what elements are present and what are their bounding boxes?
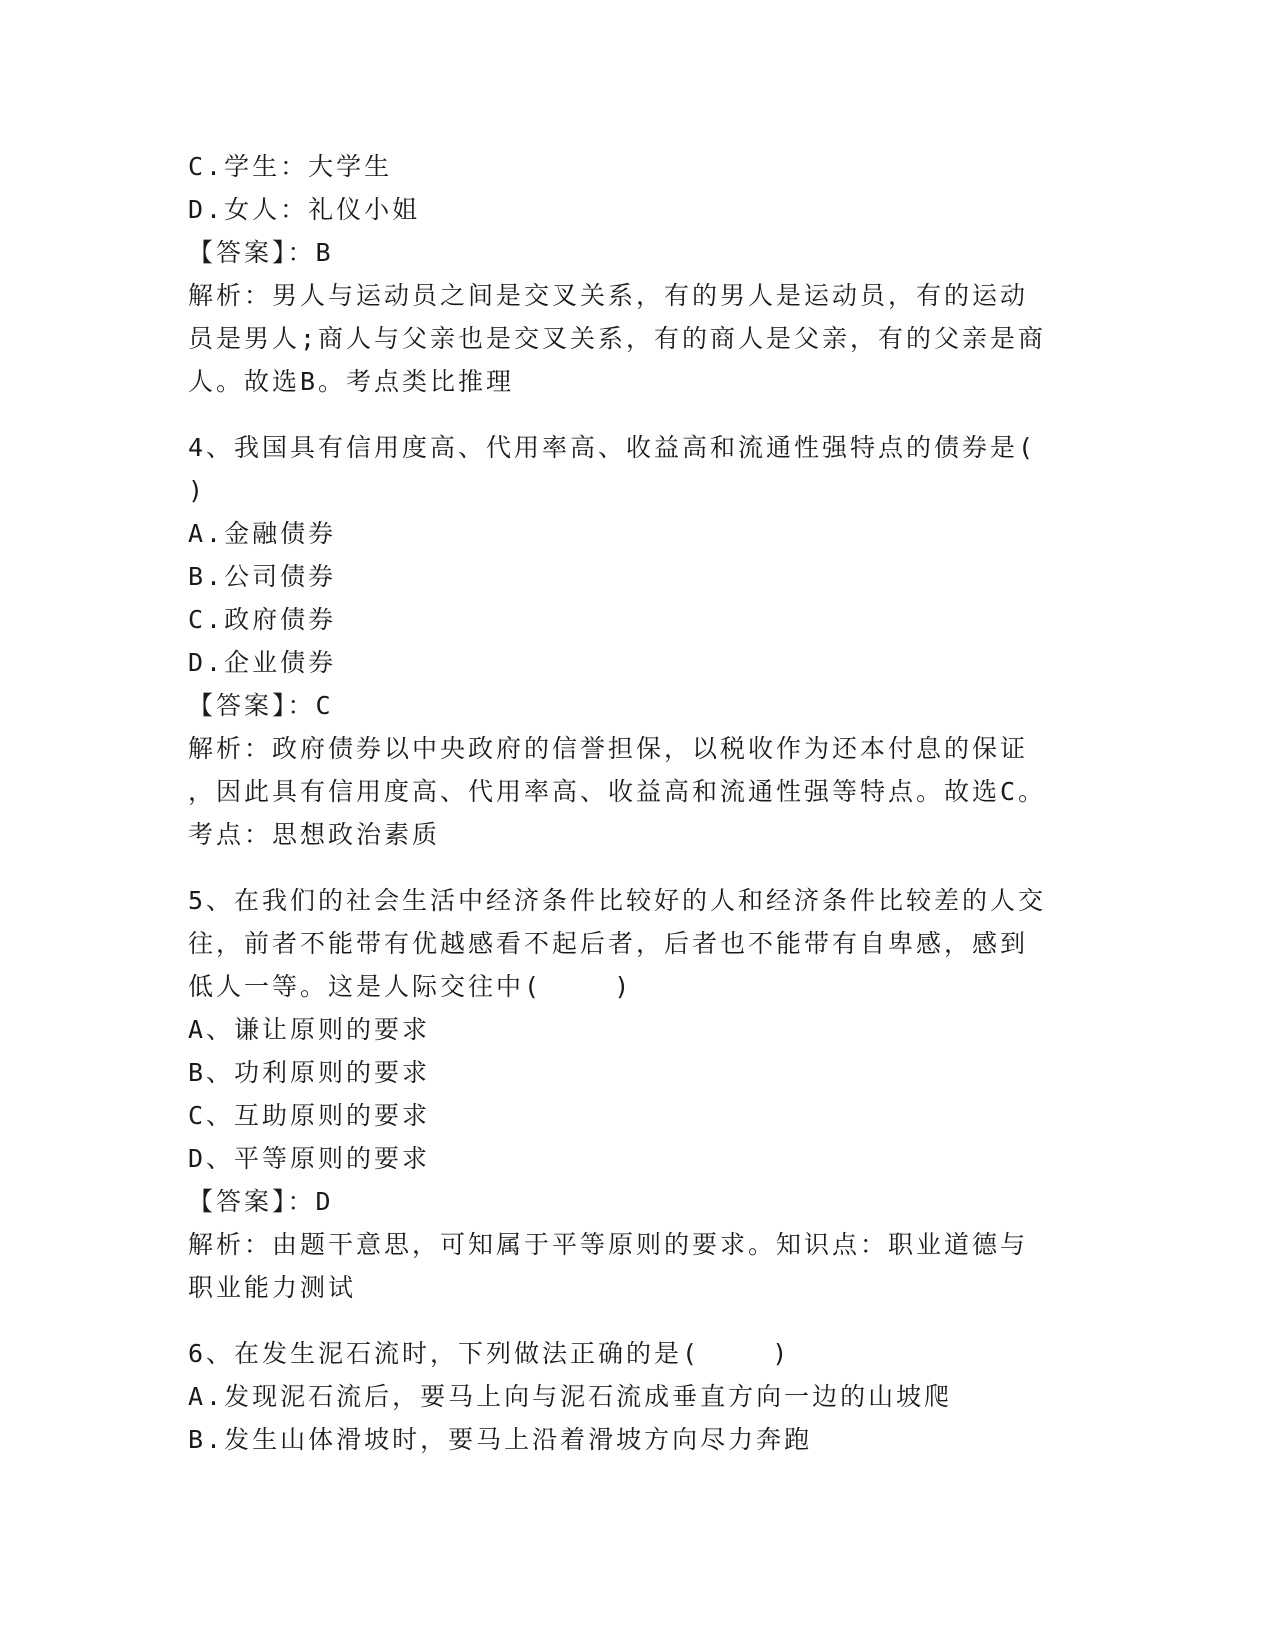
question-stem: 低人一等。这是人际交往中( ) bbox=[188, 972, 633, 1001]
question-stem: 5、在我们的社会生活中经济条件比较好的人和经济条件比较差的人交 bbox=[188, 886, 1047, 915]
question-6 bbox=[188, 1332, 1088, 1461]
analysis-line: 解析：男人与运动员之间是交叉关系，有的男人是运动员，有的运动 bbox=[188, 281, 1029, 310]
option-c: C.政府债券 bbox=[188, 605, 337, 634]
option-a: A.发现泥石流后，要马上向与泥石流成垂直方向一边的山坡爬 bbox=[188, 1382, 953, 1411]
answer-line: 【答案】：C bbox=[188, 691, 334, 720]
document-page bbox=[188, 145, 1088, 1461]
question-3-tail bbox=[188, 145, 1088, 403]
option-a: A.金融债券 bbox=[188, 519, 337, 548]
option-b: B.发生山体滑坡时，要马上沿着滑坡方向尽力奔跑 bbox=[188, 1425, 813, 1454]
analysis-line: 员是男人;商人与父亲也是交叉关系，有的商人是父亲，有的父亲是商 bbox=[188, 324, 1047, 353]
option-d: D.企业债券 bbox=[188, 648, 337, 677]
analysis-line: 职业能力测试 bbox=[188, 1273, 357, 1302]
analysis-line: ，因此具有信用度高、代用率高、收益高和流通性强等特点。故选C。 bbox=[188, 777, 1047, 806]
option-c: C、互助原则的要求 bbox=[188, 1101, 431, 1130]
analysis-line: 考点：思想政治素质 bbox=[188, 820, 441, 849]
option-c: C.学生：大学生 bbox=[188, 152, 393, 181]
analysis-line: 人。故选B。考点类比推理 bbox=[188, 367, 515, 396]
question-5 bbox=[188, 879, 1088, 1309]
option-d: D、平等原则的要求 bbox=[188, 1144, 431, 1173]
answer-line: 【答案】：D bbox=[188, 1187, 334, 1216]
question-stem: ) bbox=[188, 476, 207, 505]
option-b: B、功利原则的要求 bbox=[188, 1058, 431, 1087]
option-a: A、谦让原则的要求 bbox=[188, 1015, 431, 1044]
option-d: D.女人：礼仪小姐 bbox=[188, 195, 421, 224]
question-stem: 往，前者不能带有优越感看不起后者，后者也不能带有自卑感，感到 bbox=[188, 929, 1029, 958]
answer-line: 【答案】：B bbox=[188, 238, 334, 267]
analysis-line: 解析：政府债券以中央政府的信誉担保，以税收作为还本付息的保证 bbox=[188, 734, 1029, 763]
question-4 bbox=[188, 426, 1088, 856]
question-stem: 6、在发生泥石流时，下列做法正确的是( ) bbox=[188, 1339, 791, 1368]
question-stem: 4、我国具有信用度高、代用率高、收益高和流通性强特点的债券是( bbox=[188, 433, 1037, 462]
option-b: B.公司债券 bbox=[188, 562, 337, 591]
analysis-line: 解析：由题干意思，可知属于平等原则的要求。知识点：职业道德与 bbox=[188, 1230, 1029, 1259]
